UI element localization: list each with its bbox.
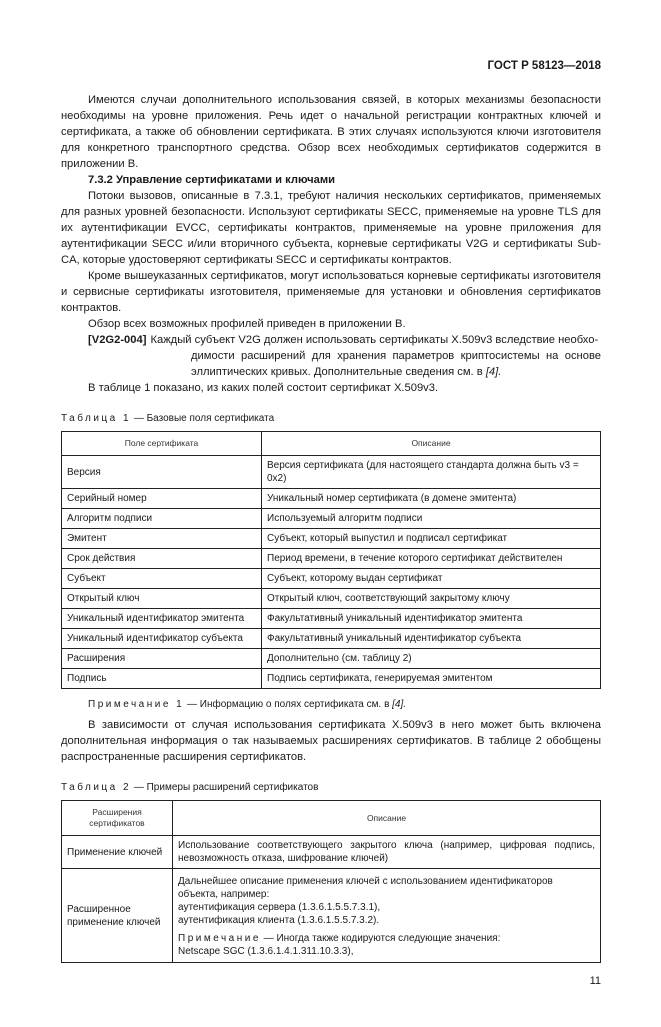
- cell: Дополнительно (см. таблицу 2): [262, 649, 601, 669]
- cell: Расширенное применение ключей: [62, 869, 173, 963]
- cell: Субъект, который выпустил и подписал сертификат: [262, 529, 601, 549]
- table-row: [62, 869, 601, 963]
- cell: Уникальный номер сертификата (в домене эмитента): [262, 489, 601, 509]
- table-row: [62, 489, 601, 509]
- table-row: [62, 509, 601, 529]
- requirement-id: [V2G2-004]: [88, 334, 147, 346]
- document-header: ГОСТ Р 58123—2018: [487, 60, 601, 72]
- cell: Факультативный уникальный идентификатор субъекта: [262, 629, 601, 649]
- paragraph: В таблице 1 показано, из каких полей состоит сертификат X.509v3.: [88, 382, 439, 394]
- requirement: [61, 332, 601, 348]
- paragraph: Потоки вызовов, описанные в 7.3.1, требуют наличия нескольких сертификатов, применяемых для разных уровней безопасности. Используют сертификаты SECC, применяемые на уровне TLS для их аутентификации EVCC, сертификаты контрактов, применяемые на уровне приложения для аутентификации SECC и/или вторичного субъекта, корневые сертификаты V2G и сертификаты Sub-CA, которые удостоверяют сертификаты SECC и сертификаты контрактов.: [61, 190, 601, 266]
- cell: Версия сертификата (для настоящего стандарта должна быть v3 = 0x2): [262, 456, 601, 489]
- cell: Субъект, которому выдан сертификат: [262, 569, 601, 589]
- note: [61, 698, 601, 711]
- cell: Расширения: [62, 649, 262, 669]
- column-header: Поле сертификата: [62, 432, 262, 456]
- column-header: Описание: [262, 432, 601, 456]
- column-header: Описание: [173, 801, 601, 836]
- table-row: [62, 569, 601, 589]
- table2-caption: [61, 781, 601, 794]
- cell-line: аутентификация сервера (1.3.6.1.5.5.7.3.1),: [178, 902, 381, 913]
- table-basic-fields: [61, 431, 601, 689]
- cell: Используемый алгоритм подписи: [262, 509, 601, 529]
- requirement-continuation: [61, 348, 601, 380]
- table-row: [62, 549, 601, 569]
- cell: Версия: [62, 456, 262, 489]
- note-label: Примечание: [178, 933, 261, 944]
- document-page: [61, 0, 601, 1027]
- paragraph: Обзор всех возможных профилей приведен в приложении В.: [88, 318, 406, 330]
- paragraph: В зависимости от случая использования сертификата X.509v3 в него может быть включена дополнительная информация о так называемых расширениях сертификатов. В таблице 2 обобщены распространенные расширения сертификатов.: [61, 719, 601, 763]
- table-row: [62, 836, 601, 869]
- cell-line: аутентификация клиента (1.3.6.1.5.5.7.3.2).: [178, 915, 380, 926]
- note-label: Примечание 1: [88, 699, 185, 710]
- table-row: [62, 669, 601, 689]
- requirement-text: Каждый субъект V2G должен использовать сертификаты X.509v3 вследствие необхо-: [150, 334, 599, 346]
- section-heading: 7.3.2 Управление сертификатами и ключами: [88, 174, 335, 186]
- reference: [4].: [485, 366, 502, 378]
- paragraph: Имеются случаи дополнительного использования связей, в которых механизмы безопасности необходимы на уровне приложения. Речь идет о начальной регистрации контрактных ключей и сертификата, а также об обновлении сертификата. В этих случаях используются ключи изготовителя для конкретного транспортного средства. Обзор всех необходимых сертификатов содержится в приложении В.: [61, 94, 601, 170]
- cell: Открытый ключ, соответствующий закрытому ключу: [262, 589, 601, 609]
- paragraph: Кроме вышеуказанных сертификатов, могут использоваться корневые сертификаты изготовителя и сервисные сертификаты изготовителя, применяемые для установки и обновления сертификатов контрактов.: [61, 270, 601, 314]
- cell: Подпись: [62, 669, 262, 689]
- table1-caption: [61, 412, 601, 425]
- table-row: [62, 609, 601, 629]
- table-row: [62, 629, 601, 649]
- table-extensions: [61, 800, 601, 963]
- table-row: [62, 589, 601, 609]
- caption-label: Таблица 1: [61, 413, 132, 424]
- cell-line: Дальнейшее описание применения ключей с использованием идентификаторов объекта, например:: [178, 876, 553, 900]
- cell: Алгоритм подписи: [62, 509, 262, 529]
- table-row: [62, 649, 601, 669]
- column-header: Расширения сертификатов: [62, 801, 173, 836]
- note-text: — Информацию о полях сертификата см. в: [184, 699, 393, 710]
- body-text: [61, 92, 601, 396]
- caption-label: Таблица 2: [61, 782, 132, 793]
- cell: Использование соответствующего закрытого ключа (например, цифровая подпись, невозможность отказа, шифрование ключей): [173, 836, 601, 869]
- note-text: — Иногда также кодируются следующие значения:: [260, 933, 501, 944]
- cell: Подпись сертификата, генерируемая эмитентом: [262, 669, 601, 689]
- caption-text: — Примеры расширений сертификатов: [131, 782, 319, 793]
- requirement-text: димости расширений для хранения параметров криптосистемы на основе эллиптических кривых. Дополнительные сведения см. в: [191, 350, 601, 378]
- cell: Уникальный идентификатор субъекта: [62, 629, 262, 649]
- reference: [4].: [392, 699, 407, 710]
- page-number: 11: [589, 975, 601, 987]
- caption-text: — Базовые поля сертификата: [131, 413, 275, 424]
- table-row: [62, 529, 601, 549]
- cell: [173, 869, 601, 963]
- cell: Субъект: [62, 569, 262, 589]
- cell: Период времени, в течение которого сертификат действителен: [262, 549, 601, 569]
- cell: Открытый ключ: [62, 589, 262, 609]
- cell: Факультативный уникальный идентификатор эмитента: [262, 609, 601, 629]
- cell-line: Netscape SGC (1.3.6.1.4.1.311.10.3.3),: [178, 946, 354, 957]
- cell: Серийный номер: [62, 489, 262, 509]
- cell: Эмитент: [62, 529, 262, 549]
- table-row: [62, 456, 601, 489]
- cell: Уникальный идентификатор эмитента: [62, 609, 262, 629]
- cell: Применение ключей: [62, 836, 173, 869]
- cell: Срок действия: [62, 549, 262, 569]
